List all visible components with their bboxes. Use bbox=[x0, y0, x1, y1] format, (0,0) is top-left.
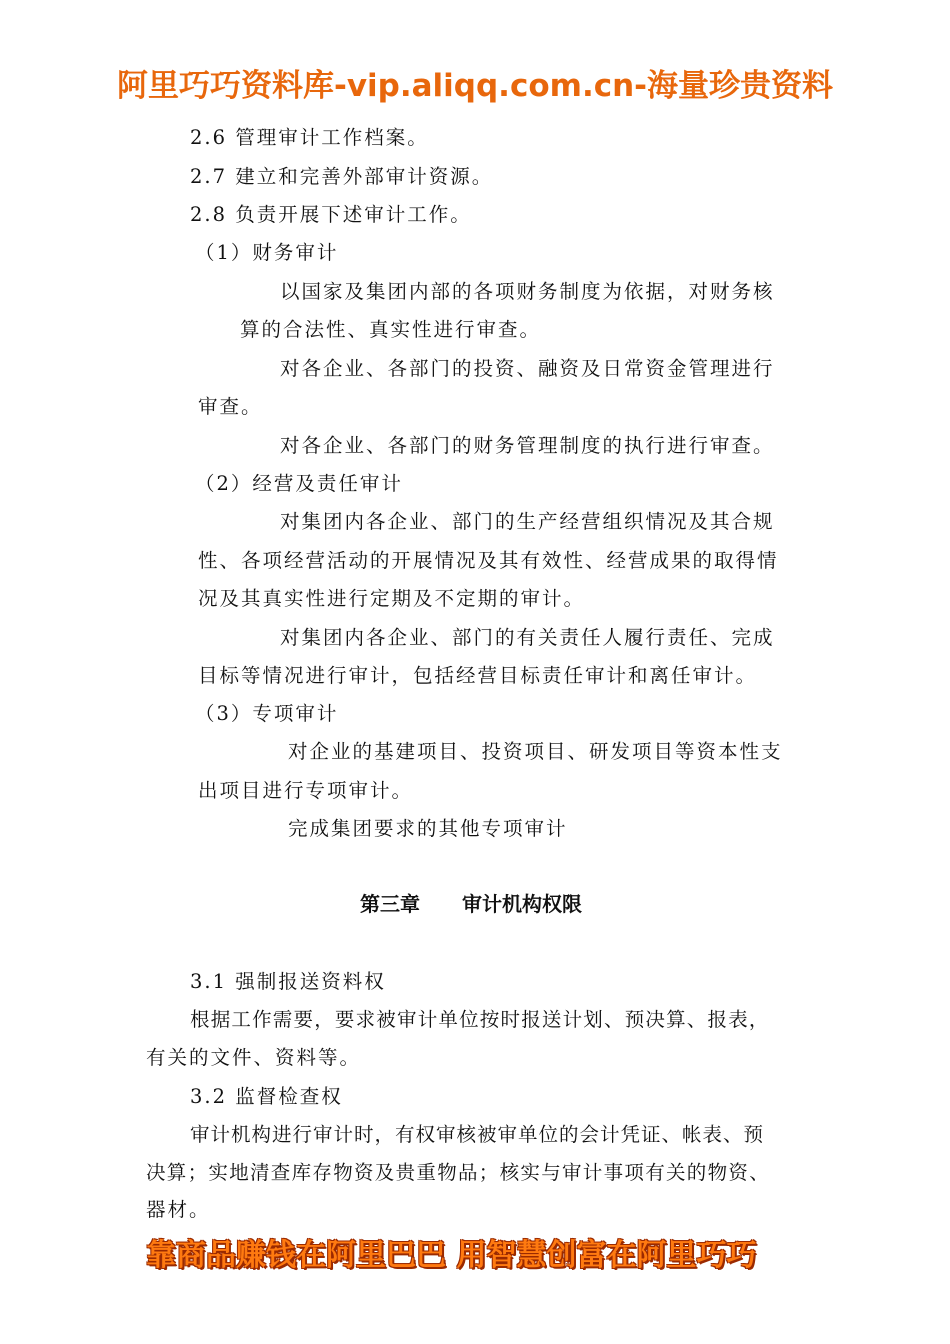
paragraph-line: 对各企业、各部门的投资、融资及日常资金管理进行 bbox=[280, 357, 775, 380]
paragraph-line: 对各企业、各部门的财务管理制度的执行进行审查。 bbox=[280, 434, 775, 457]
footer-watermark-banner: 靠商品赚钱在阿里巴巴 用智慧创富在阿里巧巧 bbox=[146, 1238, 757, 1273]
paragraph-line: 性、各项经营活动的开展情况及其有效性、经营成果的取得情 bbox=[198, 549, 779, 572]
paragraph-line: 有关的文件、资料等。 bbox=[146, 1046, 362, 1069]
item-2-6: 2.6 管理审计工作档案。 bbox=[190, 126, 429, 149]
paragraph-line: 审查。 bbox=[198, 395, 263, 418]
item-2-8: 2.8 负责开展下述审计工作。 bbox=[190, 203, 472, 226]
paragraph-line: 对集团内各企业、部门的生产经营组织情况及其合规 bbox=[280, 510, 775, 533]
paragraph-line: 出项目进行专项审计。 bbox=[198, 779, 414, 802]
paragraph-line: 况及其真实性进行定期及不定期的审计。 bbox=[198, 587, 586, 610]
chapter-title: 审计机构权限 bbox=[462, 892, 582, 916]
paragraph-line: 器材。 bbox=[146, 1198, 211, 1221]
chapter-number: 第三章 bbox=[360, 892, 420, 916]
paragraph-line: 目标等情况进行审计，包括经营目标责任审计和离任审计。 bbox=[198, 664, 758, 687]
subheading-financial-audit: （1）财务审计 bbox=[195, 241, 339, 264]
paragraph-line: 以国家及集团内部的各项财务制度为依据，对财务核 bbox=[280, 280, 775, 303]
item-3-2: 3.2 监督检查权 bbox=[190, 1085, 343, 1108]
paragraph-line: 根据工作需要，要求被审计单位按时报送计划、预决算、报表， bbox=[190, 1008, 770, 1031]
item-3-1: 3.1 强制报送资料权 bbox=[190, 970, 386, 993]
paragraph-line: 对集团内各企业、部门的有关责任人履行责任、完成 bbox=[280, 626, 775, 649]
paragraph-line: 完成集团要求的其他专项审计 bbox=[288, 817, 568, 840]
subheading-operation-audit: （2）经营及责任审计 bbox=[195, 472, 403, 495]
header-watermark-banner: 阿里巧巧资料库-vip.aliqq.com.cn-海量珍贵资料 bbox=[116, 68, 834, 104]
paragraph-line: 算的合法性、真实性进行审查。 bbox=[240, 318, 542, 341]
subheading-special-audit: （3）专项审计 bbox=[195, 702, 339, 725]
paragraph-line: 决算；实地清查库存物资及贵重物品；核实与审计事项有关的物资、 bbox=[146, 1161, 771, 1184]
paragraph-line: 对企业的基建项目、投资项目、研发项目等资本性支 bbox=[288, 740, 783, 763]
paragraph-line: 审计机构进行审计时，有权审核被审单位的会计凭证、帐表、预 bbox=[190, 1123, 765, 1146]
item-2-7: 2.7 建立和完善外部审计资源。 bbox=[190, 165, 494, 188]
